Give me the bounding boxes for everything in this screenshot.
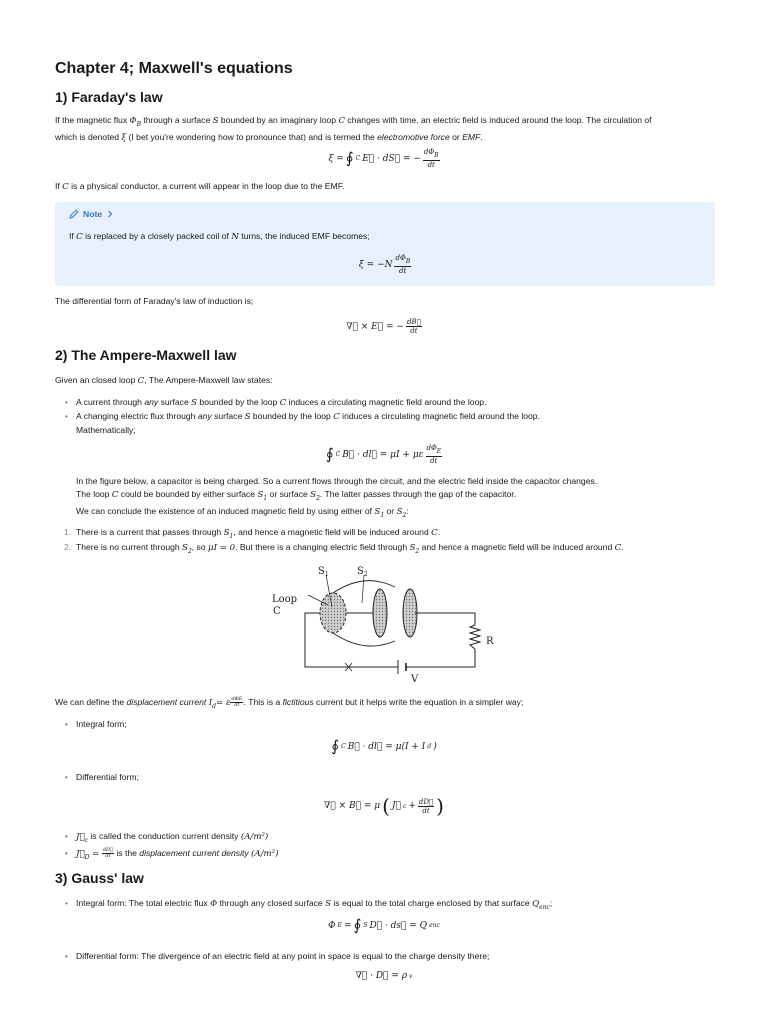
faraday-intro: If the magnetic flux $\Phi_B$ through a surface S bounded by an imaginary loop C changes with time, an electric field is induced around the loop. The circulation of which is denoted ξ (I bet you're wondering how to pronounce that) and is termed the electromotive force or EMF.	[55, 115, 652, 143]
gauss-integral-equation: Φ E = ∮ S D⃗ · ds⃗ = Q enc	[328, 916, 440, 934]
displacement-current-text: We can define the displacement current $I_d= \varepsilon$ $\frac{\text{dΦE}}{dt}$ . This is a fictitious current but it helps write the equation in a simpler way;	[55, 696, 524, 710]
note-text: If C is replaced by a closely packed coil of N turns, the induced EMF becomes;	[69, 231, 370, 242]
faraday-conductor-text: If C is a physical conductor, a current will appear in the loop due to the EMF.	[55, 181, 345, 192]
ampere-differential-form-equation: ∇⃗ × B⃗ = μ ( J⃗ c + $\frac{dD⃗}{dt}$ )	[324, 794, 444, 818]
list-item: • Integral form;	[65, 719, 127, 729]
faraday-differential-equation: ∇⃗ × E⃗ = − $\frac{dB⃗}{dt}$	[346, 318, 421, 335]
section-heading-faraday: 1) Faraday's law	[55, 89, 163, 105]
ampere-intro: Given an closed loop C, The Ampere-Maxwell law states:	[55, 375, 273, 386]
section-heading-gauss: 3) Gauss' law	[55, 870, 144, 886]
label-loop-c: C	[273, 606, 281, 617]
faraday-differential-intro: The differential form of Faraday's law of induction is;	[55, 296, 254, 306]
label-resistor: R	[486, 636, 494, 647]
list-item: • Integral form: The total electric flux Φ through any closed surface S is equal to the total charge enclosed by that surface $Q_{enc}$;	[65, 898, 553, 911]
figure-description: In the figure below, a capacitor is being charged. So a current flows through the circuit, and the electric field inside the capacitor changes. The loop C could be bounded by either surface $S_1$ or surface $S_2$. The latter passes through the gap of the capacitor. We can conclude the existence of an induced magnetic field by using either of $S_1$ or $S_2$:	[76, 476, 598, 519]
label-s2: $S_2$	[357, 566, 368, 578]
section-heading-ampere: 2) The Ampere-Maxwell law	[55, 347, 237, 363]
ampere-maxwell-equation: ∮ C B⃗ · dl⃗ = μI + με $\frac{\text{dΦE}}{dt}$	[325, 444, 442, 465]
list-item: • $J⃗_c$ is called the conduction current density (A/m²)	[65, 831, 269, 844]
label-voltage: V	[411, 674, 419, 685]
faraday-integral-equation: ξ = ∮ C E⃗ · dS⃗ = − $\frac{\text{dΦB}}{dt}$	[328, 148, 439, 169]
list-item: • Differential form: The divergence of an electric field at any point in space is equal to the charge density there;	[65, 951, 490, 961]
chapter-title: Chapter 4; Maxwell's equations	[55, 60, 293, 77]
list-item: • Differential form;	[65, 772, 139, 782]
resistor	[470, 625, 480, 649]
circuit-wire	[415, 613, 475, 625]
capacitor-plate	[403, 589, 417, 637]
note-callout	[55, 202, 715, 286]
capacitor-plate	[373, 589, 387, 637]
pencil-icon	[69, 209, 79, 219]
note-emf-equation: ξ = −N $\frac{\text{dΦB}}{dt}$	[358, 254, 411, 275]
note-header[interactable]	[69, 209, 114, 219]
surface-s1	[320, 593, 346, 633]
label-loop: Loop	[272, 594, 298, 605]
chevron-right-icon	[106, 210, 114, 218]
list-item: 1. There is a current that passes through $S_1$, and hence a magnetic field will be induced around C.	[64, 527, 441, 540]
list-item: • A changing electric flux through any surface S bounded by the loop C induces a circulating magnetic field around the loop. Mathematically;	[65, 411, 540, 435]
ampere-integral-form-equation: ∮ C B⃗ · dl⃗ = μ(I + I d )	[331, 737, 437, 755]
capacitor-circuit-figure	[270, 565, 500, 685]
list-item: • $J⃗_D$ = $\frac{dD⃗}{dt}$ is the displacement current density (A/m²)	[65, 847, 279, 861]
list-item: • A current through any surface S bounded by the loop C induces a circulating magnetic field around the loop.	[65, 397, 487, 408]
circuit-wire	[406, 649, 475, 667]
label-s1: $S_1$	[318, 566, 329, 578]
gauss-differential-equation: ∇⃗ · D⃗ = ρ v	[355, 971, 413, 981]
list-item: 2. There is no current through $S_2$, so μI = 0. But there is a changing electric field through $S_2$ and hence a magnetic field will be induced around C.	[64, 542, 624, 555]
note-label: Note	[83, 209, 103, 219]
